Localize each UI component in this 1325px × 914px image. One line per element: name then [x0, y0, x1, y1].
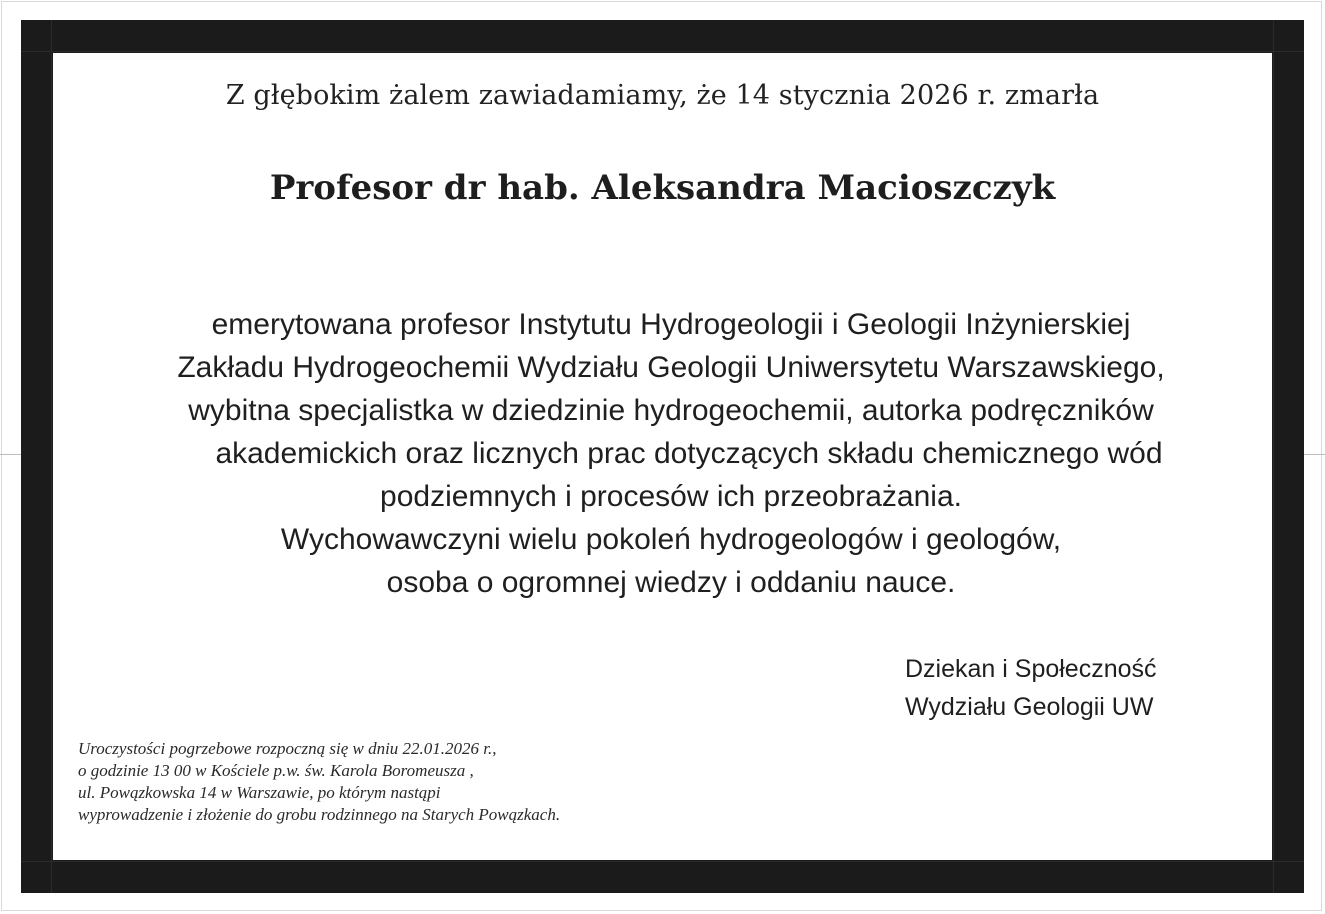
bio-line: wybitna specjalistka w dziedzinie hydrogeochemii, autorka podręczników [188, 394, 1154, 427]
side-tick-right [1304, 454, 1325, 455]
bio-line: Zakładu Hydrogeochemii Wydziału Geologii Uniwersytetu Warszawskiego, [177, 351, 1165, 384]
signature-line: Wydziału Geologii UW [905, 693, 1154, 721]
bio-line: osoba o ogromnej wiedzy i oddaniu nauce. [386, 566, 956, 599]
frame-seam-left [51, 20, 52, 893]
funeral-line: Uroczystości pogrzebowe rozpoczną się w dniu 22.01.2026 r., [78, 739, 497, 758]
frame-seam-right [1273, 20, 1274, 893]
deceased-name: Profesor dr hab. Aleksandra Macioszczyk [269, 168, 1056, 208]
bio-line: emerytowana profesor Instytutu Hydrogeologii i Geologii Inżynierskiej [211, 308, 1131, 341]
funeral-line: o godzinie 13 00 w Kościele p.w. św. Karola Boromeusza , [78, 761, 474, 780]
funeral-line: ul. Powązkowska 14 w Warszawie, po którym nastąpi [78, 783, 441, 802]
frame-seam-bottom [21, 861, 1304, 862]
funeral-line: wyprowadzenie i złożenie do grobu rodzinnego na Starych Powązkach. [78, 805, 561, 824]
bio-line: podziemnych i procesów ich przeobrażania. [380, 480, 962, 513]
intro-text: Z głębokim żalem zawiadamiamy, że 14 stycznia 2026 r. zmarła [225, 80, 1100, 111]
funeral-details [78, 738, 560, 826]
biography [100, 303, 1242, 604]
signature [905, 650, 1157, 726]
bio-line: Wychowawczyni wielu pokoleń hydrogeologów i geologów, [280, 523, 1062, 556]
frame-seam-top [21, 51, 1304, 52]
bio-line: akademickich oraz licznych prac dotyczących składu chemicznego wód [215, 437, 1163, 470]
side-tick-left [0, 454, 21, 455]
signature-line: Dziekan i Społeczność [905, 655, 1157, 683]
